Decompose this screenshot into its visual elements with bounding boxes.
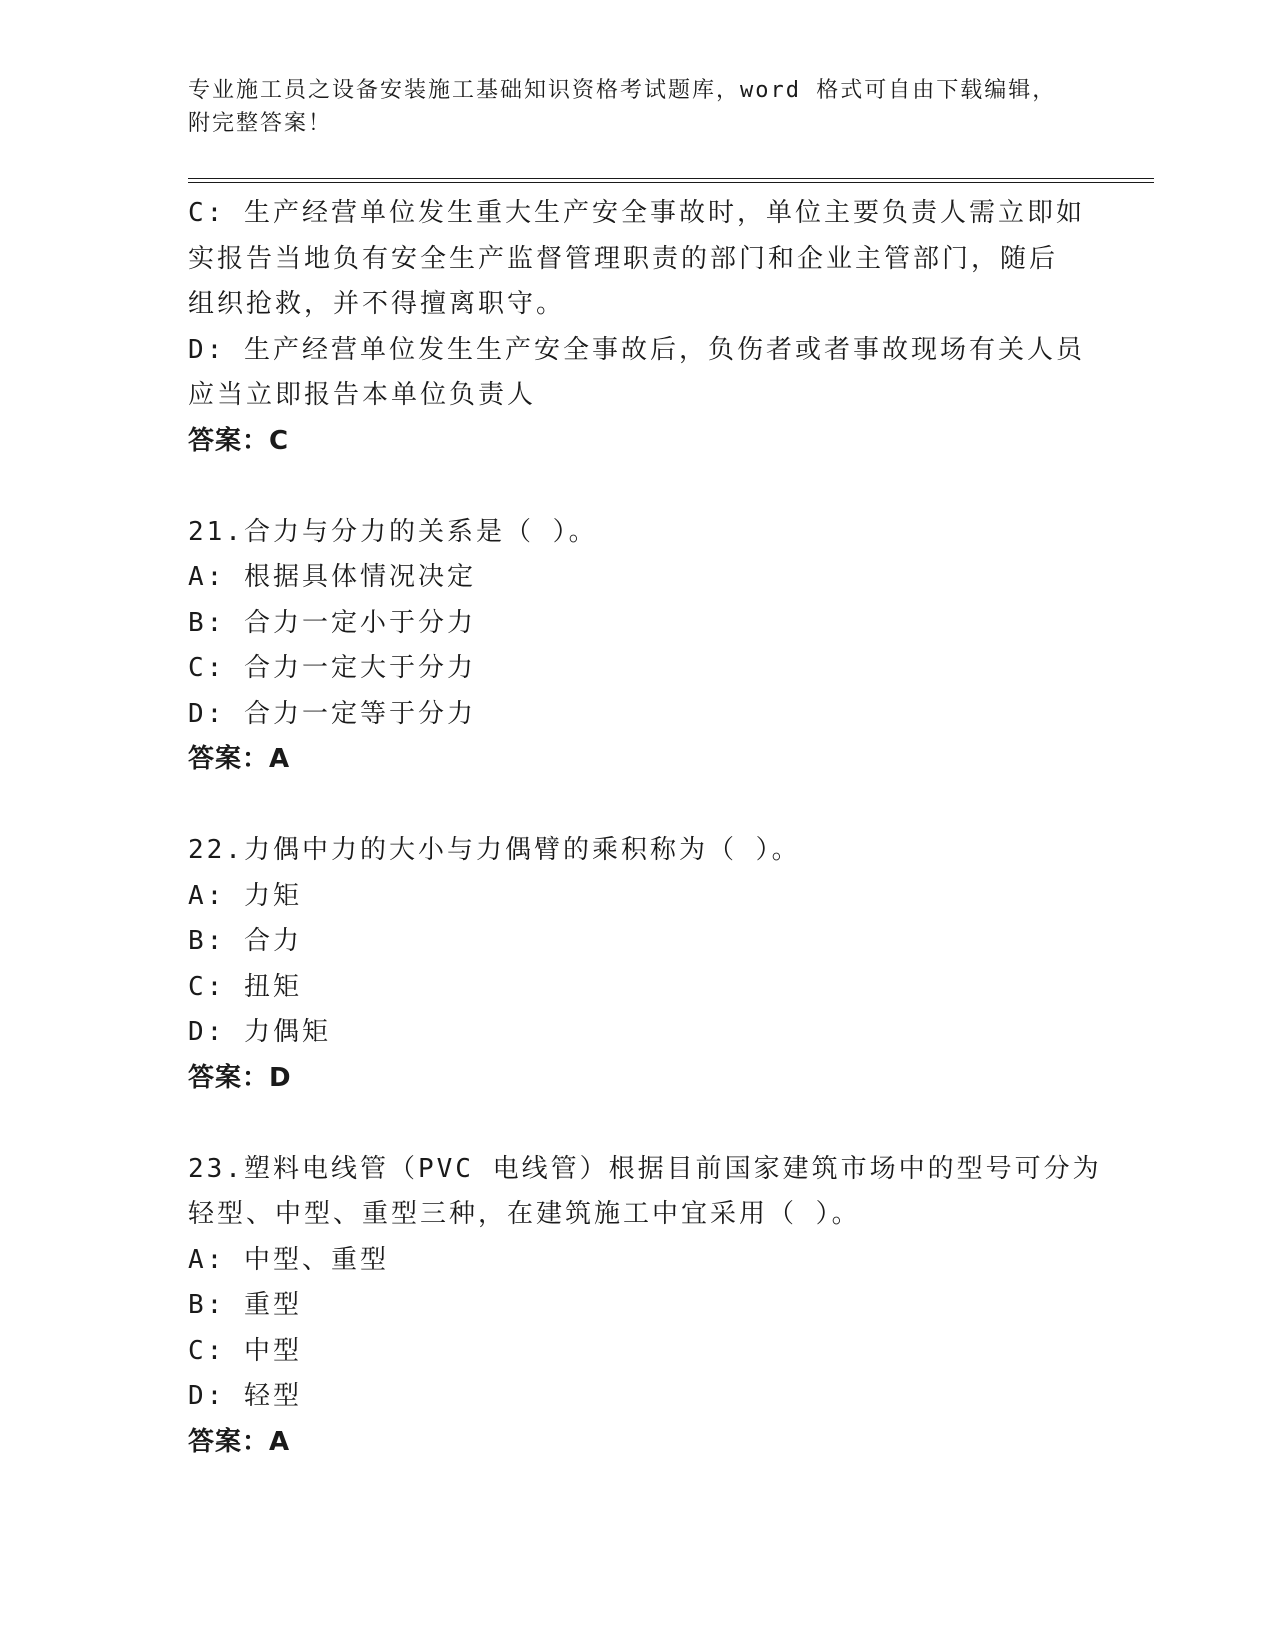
previous-question	[188, 191, 1088, 464]
option-b: B: 合力	[188, 926, 302, 956]
question-stem-line-2: 轻型、中型、重型三种，在建筑施工中宜采用（ ）。	[188, 1199, 861, 1229]
answer-label: 答案：D	[188, 1062, 292, 1093]
question-stem-line-1: 23.塑料电线管（PVC 电线管）根据目前国家建筑市场中的型号可分为	[188, 1153, 1102, 1184]
answer-label: 答案：C	[188, 425, 290, 456]
question-stem: 22.力偶中力的大小与力偶臂的乘积称为（ ）。	[188, 835, 801, 865]
option-a: A: 根据具体情况决定	[188, 562, 476, 592]
question-stem: 21.合力与分力的关系是（ ）。	[188, 516, 598, 547]
option-c-line-1: C: 生产经营单位发生重大生产安全事故时，单位主要负责人需立即如	[188, 198, 1085, 228]
answer-label: 答案：A	[188, 744, 291, 774]
option-c: C: 扭矩	[188, 971, 302, 1002]
option-a: A: 力矩	[188, 880, 302, 911]
option-c: C: 中型	[188, 1335, 302, 1366]
option-d-line-1: D: 生产经营单位发生生产安全事故后，负伤者或者事故现场有关人员	[188, 334, 1085, 365]
option-d: D: 轻型	[188, 1381, 302, 1411]
question-23	[188, 1147, 1102, 1466]
option-d-line-2: 应当立即报告本单位负责人	[188, 380, 537, 410]
option-b: B: 合力一定小于分力	[188, 607, 476, 638]
option-d: D: 力偶矩	[188, 1017, 331, 1047]
question-22	[188, 828, 1088, 1101]
spacer	[188, 1101, 1088, 1147]
header-line-1: 专业施工员之设备安装施工基础知识资格考试题库，word 格式可自由下载编辑，	[188, 78, 1057, 103]
spacer	[188, 783, 1088, 829]
header-double-rule	[188, 178, 1154, 183]
option-a: A: 中型、重型	[188, 1244, 389, 1275]
question-21	[188, 510, 1088, 783]
option-c: C: 合力一定大于分力	[188, 653, 476, 683]
option-b: B: 重型	[188, 1290, 302, 1320]
spacer	[188, 464, 1088, 510]
option-c-line-2: 实报告当地负有安全生产监督管理职责的部门和企业主管部门，随后	[188, 243, 1059, 274]
page-header	[188, 74, 1068, 140]
option-c-line-3: 组织抢救，并不得擅离职守。	[188, 289, 566, 319]
answer-label: 答案：A	[188, 1426, 291, 1457]
question-content	[188, 191, 1102, 1465]
option-d: D: 合力一定等于分力	[188, 698, 476, 729]
header-line-2: 附完整答案！	[188, 111, 333, 136]
